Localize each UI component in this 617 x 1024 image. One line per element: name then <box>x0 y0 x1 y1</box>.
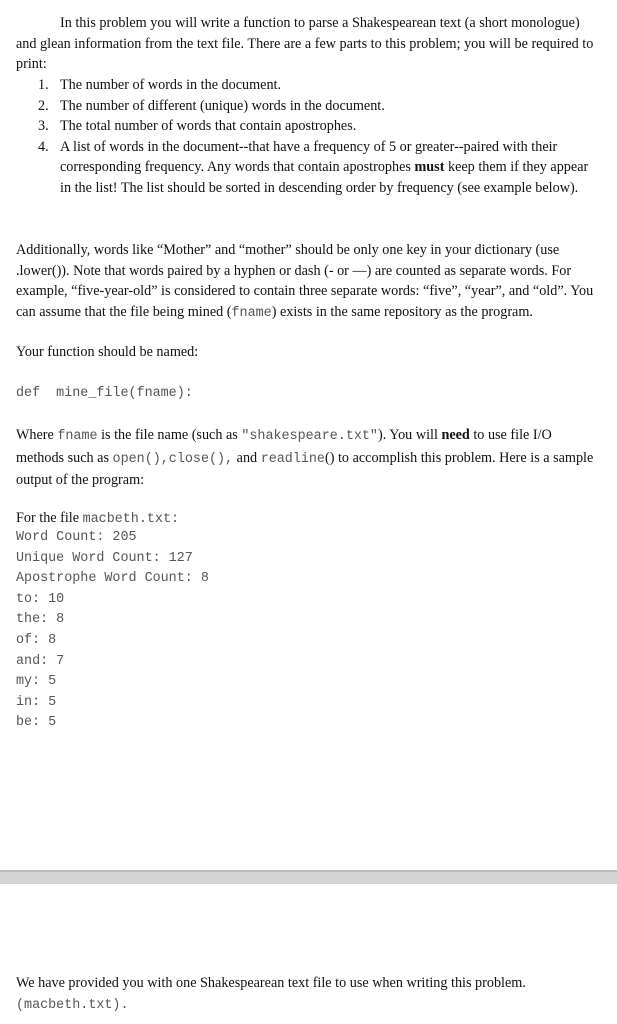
list-item-number: 1. <box>38 77 49 93</box>
list-item-text: The total number of words that contain apostrophes. <box>60 118 357 135</box>
provided-paragraph <box>16 973 598 1016</box>
list-item-text: The number of words in the document. <box>60 77 282 93</box>
where-text: and <box>233 449 261 466</box>
function-signature-code: def mine_file(fname): <box>16 386 193 401</box>
emphasis-must: must <box>414 159 445 176</box>
inline-code-macbeth: (macbeth.txt). <box>16 997 129 1013</box>
output-line: be: 5 <box>16 715 57 731</box>
list-item-text: keep them if they appear in the list! The list should be sorted in descending order by frequency (see example below). <box>60 159 589 196</box>
inline-code-readline: readline <box>260 451 325 467</box>
output-line: to: 10 <box>16 591 65 607</box>
inline-code-methods: open(),close(), <box>112 451 234 467</box>
inline-code-filename: "shakespeare.txt" <box>241 429 378 444</box>
where-text: () to accomplish this problem. Here is a sample output of the program: <box>16 449 594 489</box>
provided-text: We have provided you with one Shakespearean text file to use when writing this problem. <box>16 975 526 991</box>
list-item-text: The number of different (unique) words in the document. <box>60 97 385 114</box>
page-break-divider <box>0 870 617 884</box>
list-item-number: 3. <box>38 118 49 135</box>
where-paragraph <box>16 425 598 491</box>
list-item-text: A list of words in the document--that have a frequency of 5 or greater--paired with their corresponding frequency. Any words that contain apostrophes <box>60 138 558 176</box>
list-item <box>16 137 596 199</box>
emphasis-need: need <box>441 427 470 443</box>
output-line: of: 8 <box>16 632 57 648</box>
where-text: is the file name (such as <box>97 427 242 443</box>
intro-paragraph: In this problem you will write a function to parse a Shakespearean text (a short monologue) and glean information from the text file. There are a few parts to this problem; you will be required to print: <box>16 15 594 73</box>
additional-text: Additionally, words like “Mother” and “mother” should be only one key in your dictionary (use .lower()). Note that words paired by a hyphen or dash (- or —) are counted as separate words. For example, “five-year-old” is considered to contain three separate words: “five”, “year”, and “old”. You can assume that the file being mined ( <box>16 242 594 320</box>
output-line: in: 5 <box>16 694 57 710</box>
where-text: to use file I/O methods such as <box>16 427 552 466</box>
additional-paragraph <box>16 240 598 324</box>
additional-text: ) exists in the same repository as the program. <box>271 303 533 320</box>
sample-label-text: For the file <box>16 510 83 526</box>
inline-code-macbeth: macbeth.txt: <box>82 512 180 527</box>
list-item-number: 2. <box>38 97 49 114</box>
output-line: and: 7 <box>16 653 65 669</box>
where-text: ). You will <box>377 427 442 443</box>
list-item <box>16 75 596 96</box>
list-item <box>16 96 596 117</box>
output-line: Apostrophe Word Count: 8 <box>16 571 209 587</box>
where-text: Where <box>16 427 58 443</box>
sample-output <box>16 528 209 734</box>
list-item-number: 4. <box>38 138 49 155</box>
output-line: my: 5 <box>16 674 57 690</box>
function-name-label: Your function should be named: <box>16 344 199 360</box>
output-line: Unique Word Count: 127 <box>16 550 193 566</box>
list-item <box>16 116 596 137</box>
output-line: Word Count: 205 <box>16 530 137 545</box>
requirements-list <box>16 75 596 199</box>
inline-code-fname: fname <box>231 305 272 321</box>
document-page-2 <box>0 884 617 1024</box>
output-line: the: 8 <box>16 612 65 628</box>
inline-code-fname: fname <box>57 429 98 444</box>
